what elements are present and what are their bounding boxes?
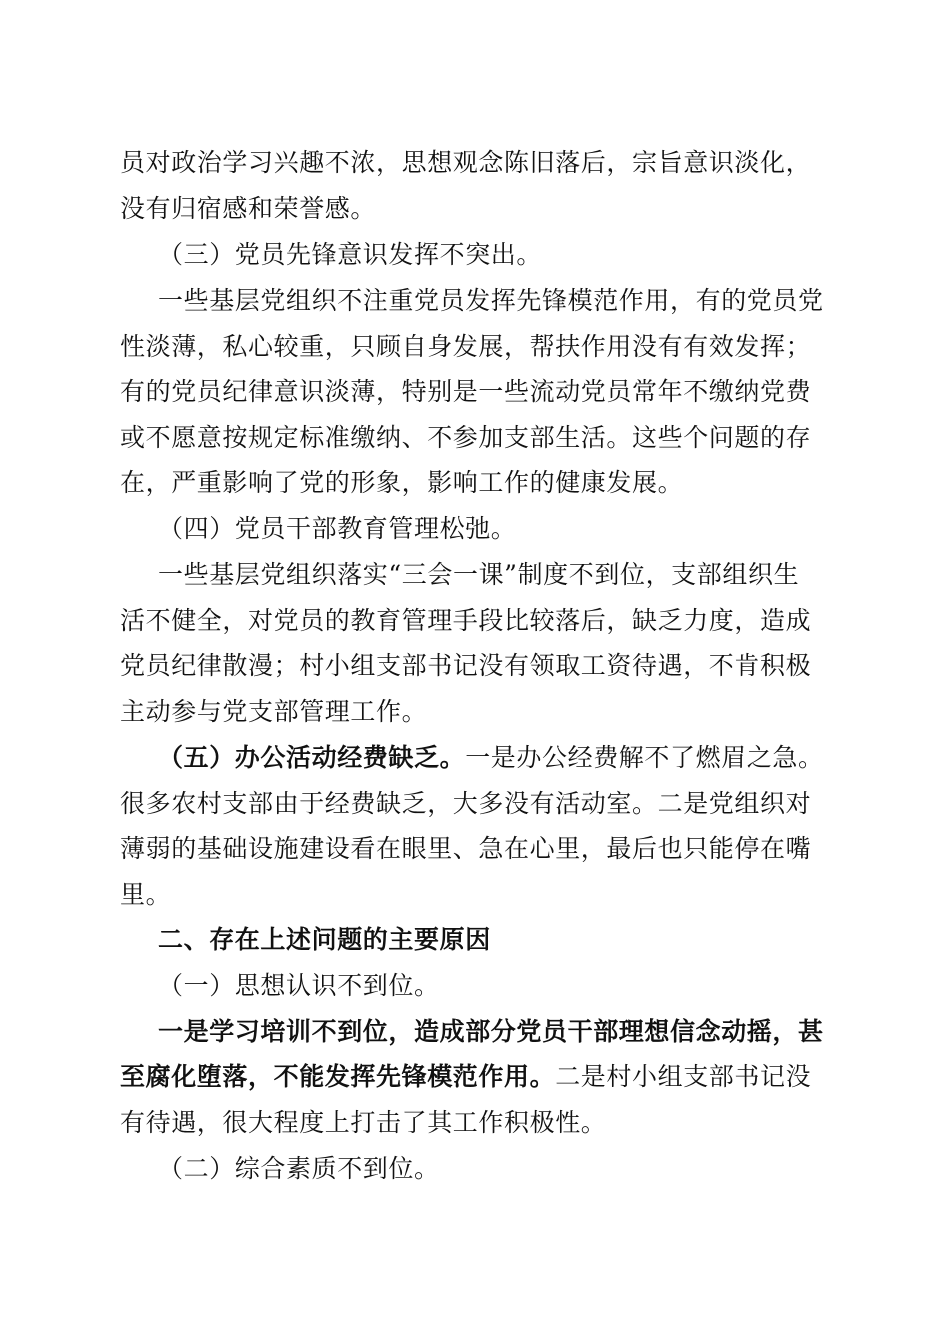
body-text-line: 有的党员纪律意识淡薄，特别是一些流动党员常年不缴纳党费: [120, 377, 812, 406]
subsection-heading-1: （一）思想认识不到位。: [158, 971, 440, 1000]
body-text-line: 员对政治学习兴趣不浓，思想观念陈旧落后，宗旨意识淡化，: [120, 148, 812, 177]
section-heading-5: [158, 741, 870, 775]
body-text-line: 很多农村支部由于经费缺乏，大多没有活动室。二是党组织对: [120, 789, 812, 818]
body-text-line: 一些基层党组织不注重党员发挥先锋模范作用，有的党员党: [158, 286, 824, 315]
body-text-line: 薄弱的基础设施建设看在眼里、急在心里，最后也只能停在嘴: [120, 834, 812, 863]
body-text-line: 一些基层党组织落实“三会一课”制度不到位，支部组织生: [158, 560, 800, 589]
body-text-bold-segment: 至腐化堕落，不能发挥先锋模范作用。: [120, 1062, 556, 1091]
body-text-line: 党员纪律散漫；村小组支部书记没有领取工资待遇，不肯积极: [120, 651, 812, 680]
body-text-inline: 一是办公经费解不了燃眉之急。: [465, 743, 824, 772]
body-text-line: 活不健全，对党员的教育管理手段比较落后，缺乏力度，造成: [120, 606, 812, 635]
body-text-line: 一是学习培训不到位，造成部分党员干部理想信念动摇，甚: [158, 1017, 824, 1046]
body-text-line: 性淡薄，私心较重，只顾自身发展，帮扶作用没有有效发挥；: [120, 332, 812, 361]
body-text-line: 在，严重影响了党的形象，影响工作的健康发展。: [120, 468, 684, 497]
section-heading-4: （四）党员干部教育管理松弛。: [158, 514, 517, 543]
body-text-line: 里。: [120, 880, 172, 909]
body-text-line: [120, 1060, 832, 1094]
body-text-line: 主动参与党支部管理工作。: [120, 697, 428, 726]
body-text-line: 有待遇，很大程度上打击了其工作积极性。: [120, 1108, 607, 1137]
section-heading-2: 二、存在上述问题的主要原因: [158, 925, 491, 954]
body-text-line: 或不愿意按规定标准缴纳、不参加支部生活。这些个问题的存: [120, 423, 812, 452]
section-heading-3: （三）党员先锋意识发挥不突出。: [158, 240, 543, 269]
section-heading-5-title: （五）办公活动经费缺乏。: [158, 743, 466, 772]
body-text-inline: 二是村小组支部书记没: [555, 1062, 812, 1091]
subsection-heading-2: （二）综合素质不到位。: [158, 1154, 440, 1183]
body-text-line: 没有归宿感和荣誉感。: [120, 194, 377, 223]
